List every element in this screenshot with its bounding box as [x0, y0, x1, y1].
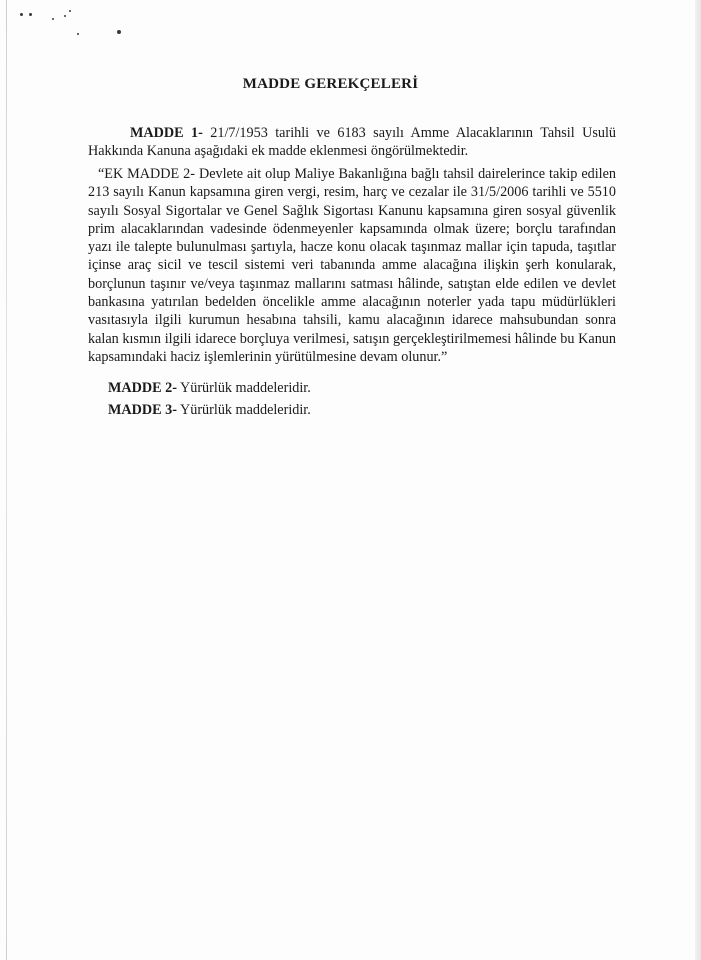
paragraph-madde-2 — [88, 379, 616, 397]
article-text: Yürürlük maddeleridir. — [176, 380, 311, 396]
article-label: MADDE 3- — [108, 402, 177, 418]
paragraph-madde-1 — [88, 124, 616, 161]
scan-speck — [69, 10, 71, 12]
scan-speck — [117, 30, 121, 34]
paragraph-ek-madde-2: “EK MADDE 2- Devlete ait olup Maliye Bakanlığına bağlı tahsil dairelerince takip edilen 213 sayılı Kanun kapsamına giren vergi, resim, harç ve cezalar ile 31/5/2006 tarihli ve 5510 sayılı Sosyal Sigortalar ve Genel Sağlık Sigortası Kanunu kapsamına giren sosyal güvenlik prim alacaklarından vadesinde ödenmeyenler kapsamında olmak üzere; borçlu tarafından yazı ile talepte bulunulması şartıyla, hacze konu olacak taşınmaz mallar için tapuda, taşıtlar içinse araç sicil ve tescil sistemi veri tabanında amme alacağına ilişkin şerh konularak, borçlunun taşınır ve/veya taşınmaz mallarını satması hâlinde, satıştan elde edilen ve devlet bankasına yatırılan bedelden öncelikle amme alacağının noterler yada tapu müdürlükleri vasıtasıyla ilgili kurumun hesabına tahsili, kamu alacağının idarece mahsubundan sonra kalan kısmın ilgili idarece borçluya verilmesi, satışın gerçekleştirilmemesi hâlinde bu Kanun kapsamındaki haciz işlemlerinin yürütülmesine devam olunur.” — [88, 166, 616, 365]
scan-speck — [20, 13, 23, 16]
scan-speck — [64, 15, 66, 17]
page-title: MADDE GEREKÇELERİ — [242, 76, 419, 92]
scan-edge-left — [6, 0, 7, 960]
article-text: Yürürlük maddeleridir. — [176, 402, 311, 418]
scan-speck — [77, 33, 79, 35]
scan-edge-right — [695, 0, 701, 960]
scan-speck — [52, 18, 54, 20]
paragraph-madde-3 — [88, 401, 616, 419]
article-label: MADDE 1- — [130, 125, 203, 141]
scan-speck — [29, 13, 32, 16]
article-text: 21/7/1953 tarihli ve 6183 sayılı Amme Alacaklarının Tahsil Usulü Hakkında Kanuna aşağıdaki ek madde eklenmesi öngörülmektedir. — [88, 125, 616, 160]
article-label: MADDE 2- — [108, 380, 177, 396]
